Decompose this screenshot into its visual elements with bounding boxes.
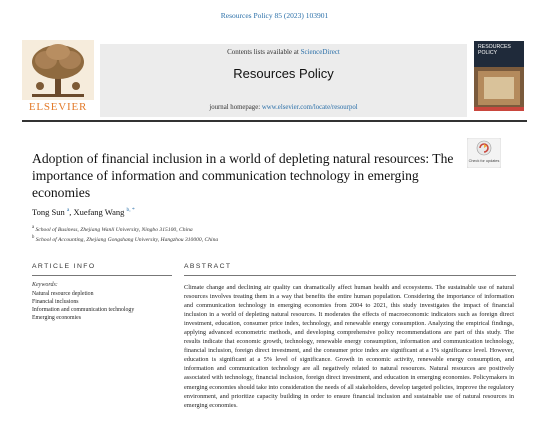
article-info-heading: ARTICLE INFO bbox=[32, 263, 96, 270]
author-affiliation-mark[interactable]: a bbox=[66, 207, 70, 214]
abstract-text: Climate change and declining air quality can dramatically affect human health and ecosystems. The sustainable use of natural resources involves treating them in a way that benefits the entire human population. Considering the importance of information and communication technology in emerging economies from 2004 to 2021, this study investigates the impact of financial inclusion in a world of depleting natural resources. It moderates the effects of macroeconomic indicators such as foreign direct investment, education, consumer price index, technology, and renewable energy consumption. Analyzing the empirical findings, applying advanced econometric methods, and developing comprehensive policy recommendations are part of this study. The results indicate that economic growth, technology, renewable energy consumption, information and communication technology, financial inclusion, foreign direct investment, and the consumer price index are significant at a 1% significance level. However, education is significant at a 5% level of significance. Growth in economic activity, renewable energy consumption, and information and communication technology are all negatively related to natural resources. Natural resources are positively associated with technology, financial inclusion, foreign direct investment, and education in emerging economies. Policymakers in emerging economies should take into consideration the needs of all stakeholders, develop targeted policies, improve the regulatory environment, and prioritize capacity building in order to ensure financial inclusion and sustainable use of natural resources in emerging economies. bbox=[184, 284, 514, 409]
author-separator: , bbox=[69, 207, 72, 217]
check-for-updates-button[interactable] bbox=[467, 138, 501, 168]
affiliation-text: School of Accounting, Zhejiang Gongshang University, Hangzhou 310000, China bbox=[35, 236, 219, 243]
affiliation-b bbox=[32, 235, 218, 243]
author-name[interactable]: Xuefang Wang bbox=[73, 207, 125, 217]
keyword-item: Emerging economies bbox=[32, 315, 81, 321]
homepage-url-link[interactable]: www.elsevier.com/locate/resourpol bbox=[261, 104, 358, 111]
affiliation-a bbox=[32, 225, 193, 233]
contents-line bbox=[100, 48, 467, 56]
keyword-item: Natural resource depletion bbox=[32, 291, 94, 297]
affiliation-mark: a bbox=[32, 225, 35, 230]
affiliation-mark: b bbox=[32, 235, 35, 240]
cover-title: RESOURCES POLICY bbox=[478, 44, 511, 56]
article-title: Adoption of financial inclusion in a world of depleting natural resources: The importance of information and communication technology in emerging economies bbox=[32, 151, 454, 200]
keyword-item: Financial inclusions bbox=[32, 299, 79, 305]
author-name[interactable]: Tong Sun bbox=[32, 207, 65, 217]
article-info-rule bbox=[32, 275, 172, 276]
header-rule bbox=[22, 120, 527, 122]
publisher-name: ELSEVIER bbox=[28, 101, 88, 113]
journal-citation-link[interactable]: Resources Policy 85 (2023) 103901 bbox=[220, 11, 329, 20]
author-affiliation-mark[interactable]: b, * bbox=[126, 207, 135, 214]
journal-homepage-line bbox=[100, 104, 467, 111]
abstract-rule bbox=[184, 275, 516, 276]
abstract-heading: ABSTRACT bbox=[184, 263, 232, 270]
affiliation-text: School of Business, Zhejiang Wanli University, Ningbo 315100, China bbox=[35, 226, 193, 233]
elsevier-tree-logo bbox=[22, 40, 94, 100]
contents-prefix: Contents lists available at bbox=[227, 48, 299, 56]
journal-title: Resources Policy bbox=[233, 66, 334, 81]
author-list bbox=[32, 207, 135, 217]
sciencedirect-link[interactable]: ScienceDirect bbox=[300, 48, 340, 56]
homepage-prefix: journal homepage: bbox=[209, 104, 261, 111]
check-updates-label: Check for updates bbox=[468, 159, 500, 163]
keyword-item: Information and communication technology bbox=[32, 307, 135, 313]
keywords-label: Keywords: bbox=[32, 282, 58, 288]
